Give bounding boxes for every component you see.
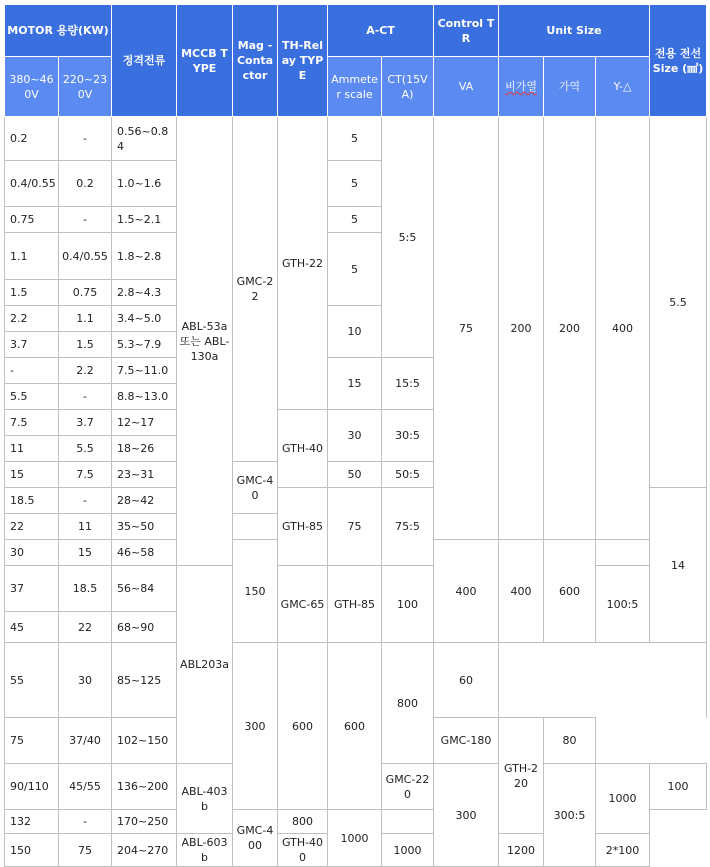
kw-380-cell: 3.7 [5, 332, 59, 358]
mccb-cell: ABL-603b [177, 834, 233, 867]
kw-220-cell: 75 [59, 834, 112, 867]
header-va: VA [434, 57, 499, 117]
kw-380-cell: 90/110 [5, 764, 59, 810]
kw-220-cell: 11 [59, 514, 112, 540]
rated-current-cell: 3.4~5.0 [112, 306, 177, 332]
header-act: A-CT [328, 5, 434, 57]
unit-reversing-cell: 200 [544, 117, 596, 540]
kw-380-cell: 132 [5, 810, 59, 834]
kw-380-cell: - [5, 358, 59, 384]
kw-380-cell: 15 [5, 462, 59, 488]
rated-current-cell: 12~17 [112, 410, 177, 436]
kw-220-cell: 5.5 [59, 436, 112, 462]
wire-size-cell: 5.5 [650, 117, 707, 488]
kw-380-cell: 55 [5, 643, 59, 718]
va-cell: 300 [233, 643, 278, 810]
header-unit-nonreversing [499, 57, 544, 117]
ammeter-cell: 10 [328, 306, 382, 358]
rated-current-cell: 68~90 [112, 612, 177, 643]
mag-cell: GMC-400 [233, 810, 278, 867]
header-th-relay-type: TH-Relay TYPE [278, 5, 328, 117]
header-ammeter-scale: Ammeter scale [328, 57, 382, 117]
kw-380-cell: 0.75 [5, 207, 59, 233]
ammeter-cell: 5 [328, 117, 382, 161]
ammeter-cell: 100 [382, 566, 434, 643]
mag-cell: GMC-40 [233, 462, 278, 514]
kw-220-cell: - [59, 488, 112, 514]
th-relay-cell: GTH-220 [499, 718, 544, 834]
ct-cell: 50:5 [382, 462, 434, 488]
wire-size-cell: 100 [650, 764, 707, 810]
kw-220-cell: 0.2 [59, 161, 112, 207]
kw-220-cell: 0.4/0.55 [59, 233, 112, 280]
rated-current-cell: 5.3~7.9 [112, 332, 177, 358]
rated-current-cell: 102~150 [112, 718, 177, 764]
header-mccb-type: MCCB TYPE [177, 5, 233, 117]
va-cell: 150 [233, 540, 278, 643]
unit-star-delta-cell: 1200 [499, 834, 544, 867]
mccb-cell: ABL203a [177, 566, 233, 764]
kw-380-cell: 5.5 [5, 384, 59, 410]
kw-220-cell: 22 [59, 612, 112, 643]
kw-220-cell: 3.7 [59, 410, 112, 436]
kw-220-cell: 0.75 [59, 280, 112, 306]
ct-cell: 100:5 [596, 566, 650, 643]
rated-current-cell: 7.5~11.0 [112, 358, 177, 384]
mccb-cell: ABL-53a 또는 ABL-130a [177, 117, 233, 566]
kw-380-cell: 0.2 [5, 117, 59, 161]
ammeter-cell: 5 [328, 161, 382, 207]
kw-220-cell: 37/40 [59, 718, 112, 764]
ct-cell: 5:5 [382, 117, 434, 358]
rated-current-cell: 0.56~0.84 [112, 117, 177, 161]
rated-current-cell: 85~125 [112, 643, 177, 718]
kw-220-cell: 1.5 [59, 332, 112, 358]
ammeter-cell: 30 [328, 410, 382, 462]
kw-380-cell: 22 [5, 514, 59, 540]
ammeter-cell: 5 [328, 207, 382, 233]
ct-cell: 300:5 [544, 764, 596, 867]
unit-nonreversing-cell: 400 [434, 540, 499, 643]
mccb-cell: ABL-403b [177, 764, 233, 834]
kw-220-cell: 2.2 [59, 358, 112, 384]
rated-current-cell: 23~31 [112, 462, 177, 488]
kw-220-cell: - [59, 384, 112, 410]
kw-380-cell: 1.5 [5, 280, 59, 306]
kw-380-cell: 18.5 [5, 488, 59, 514]
header-unit-size: Unit Size [499, 5, 650, 57]
rated-current-cell: 8.8~13.0 [112, 384, 177, 410]
th-relay-cell: GTH-22 [278, 117, 328, 410]
kw-220-cell: 30 [59, 643, 112, 718]
th-relay-cell: GTH-400 [278, 834, 328, 867]
kw-220-cell: - [59, 207, 112, 233]
header-motor-capacity: MOTOR 용량(KW) [5, 5, 112, 57]
header-380v: 380~460V [5, 57, 59, 117]
mag-cell: GMC-220 [382, 764, 434, 810]
kw-220-cell: 7.5 [59, 462, 112, 488]
kw-380-cell: 7.5 [5, 410, 59, 436]
unit-star-delta-cell: 600 [544, 540, 596, 643]
rated-current-cell: 56~84 [112, 566, 177, 612]
rated-current-cell: 35~50 [112, 514, 177, 540]
header-rated-current: 정격전류 [112, 5, 177, 117]
header-ct: CT(15VA) [382, 57, 434, 117]
wire-size-cell: 60 [434, 643, 499, 718]
kw-220-cell: 18.5 [59, 566, 112, 612]
unit-star-delta-cell: 1000 [596, 764, 650, 834]
kw-220-cell: 15 [59, 540, 112, 566]
mag-cell: GMC-180 [434, 718, 499, 764]
kw-220-cell: 1.1 [59, 306, 112, 332]
unit-nonreversing-cell: 200 [499, 117, 544, 540]
kw-380-cell: 2.2 [5, 306, 59, 332]
header-220v: 220~230V [59, 57, 112, 117]
th-relay-cell: GTH-40 [278, 410, 328, 488]
header-unit-nonreversing-label: 비가열 [505, 80, 537, 93]
rated-current-cell: 1.0~1.6 [112, 161, 177, 207]
kw-380-cell: 37 [5, 566, 59, 612]
kw-380-cell: 150 [5, 834, 59, 867]
mag-cell: GMC-65 [278, 566, 328, 643]
ct-cell: 30:5 [382, 410, 434, 462]
motor-spec-table [4, 4, 707, 867]
unit-star-delta-cell: 800 [382, 643, 434, 764]
table-row [5, 566, 707, 612]
rated-current-cell: 170~250 [112, 810, 177, 834]
wire-size-cell: 80 [544, 718, 596, 764]
rated-current-cell: 204~270 [112, 834, 177, 867]
kw-380-cell: 11 [5, 436, 59, 462]
ammeter-cell: 50 [328, 462, 382, 488]
header-unit-reversing: 가역 [544, 57, 596, 117]
kw-380-cell: 45 [5, 612, 59, 643]
unit-nonreversing-cell: 600 [278, 643, 328, 810]
unit-nonreversing-cell: 800 [278, 810, 328, 834]
motor-spec-table-wrapper [4, 4, 707, 867]
ammeter-cell: 75 [328, 488, 382, 566]
ammeter-cell: 15 [328, 358, 382, 410]
kw-380-cell: 30 [5, 540, 59, 566]
th-relay-cell: GTH-85 [328, 566, 382, 643]
ammeter-cell: 5 [328, 233, 382, 306]
table-row [5, 643, 707, 718]
rated-current-cell: 18~26 [112, 436, 177, 462]
unit-star-delta-cell: 400 [596, 117, 650, 540]
unit-reversing-cell: 400 [499, 540, 544, 643]
table-row [5, 117, 707, 161]
header-wire-size: 전용 전선 Size (㎟) [650, 5, 707, 117]
th-relay-cell: GTH-85 [278, 488, 328, 566]
mag-cell: GMC-22 [233, 117, 278, 462]
ct-cell: 15:5 [382, 358, 434, 410]
rated-current-cell: 28~42 [112, 488, 177, 514]
kw-220-cell: 45/55 [59, 764, 112, 810]
unit-nonreversing-cell: 1000 [382, 834, 434, 867]
va-cell: 75 [434, 117, 499, 540]
wire-size-cell: 2*100 [596, 834, 650, 867]
wire-size-cell [382, 810, 434, 834]
unit-reversing-cell: 600 [328, 643, 382, 810]
rated-current-cell: 2.8~4.3 [112, 280, 177, 306]
rated-current-cell: 46~58 [112, 540, 177, 566]
kw-380-cell: 1.1 [5, 233, 59, 280]
kw-380-cell: 0.4/0.55 [5, 161, 59, 207]
ammeter-cell: 300 [434, 764, 499, 867]
ct-cell: 75:5 [382, 488, 434, 566]
kw-220-cell: - [59, 810, 112, 834]
rated-current-cell: 1.5~2.1 [112, 207, 177, 233]
kw-380-cell: 75 [5, 718, 59, 764]
header-control-tr: Control TR [434, 5, 499, 57]
wire-size-cell: 14 [650, 488, 707, 643]
header-mag-contactor: Mag - Contactor [233, 5, 278, 117]
rated-current-cell: 1.8~2.8 [112, 233, 177, 280]
kw-220-cell: - [59, 117, 112, 161]
rated-current-cell: 136~200 [112, 764, 177, 810]
header-unit-star-delta: Y-△ [596, 57, 650, 117]
unit-reversing-cell: 1000 [328, 810, 382, 867]
